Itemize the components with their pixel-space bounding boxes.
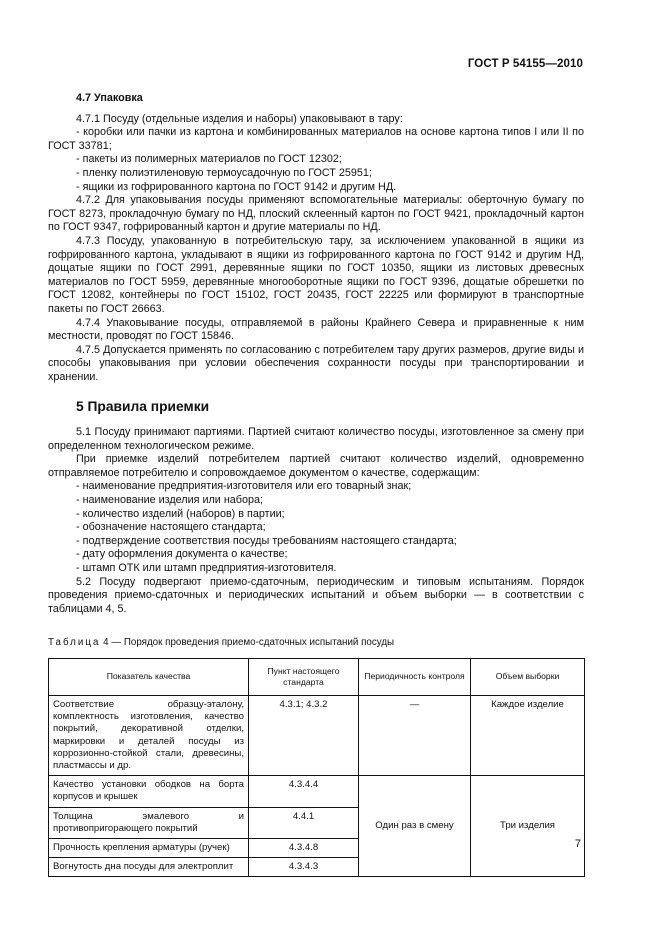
column-header: Показатель качества — [49, 658, 249, 695]
standard-header: ГОСТ Р 54155—2010 — [467, 58, 583, 70]
list-item: - дату оформления документа о качестве; — [76, 548, 288, 561]
clause-cell: 4.3.4.4 — [249, 776, 359, 807]
clause-cell: 4.3.4.3 — [249, 858, 359, 877]
merged-sample-cell: Три изделия — [471, 776, 585, 877]
paragraph-5-2: 5.2 Посуду подвергают приемо-сдаточным, периодическим и типовым испытаниям. Порядок проведения приемо-сдаточных и периодических испытаний и объем выборки — в соответствии с таблицами 4, 5. — [48, 575, 584, 615]
table-caption-label: Таблица — [48, 637, 101, 649]
paragraph-4-7-4: 4.7.4 Упаковывание посуды, отправляемой в районы Крайнего Севера и приравненные к ним местности, проводят по ГОСТ 15846. — [48, 316, 584, 343]
paragraph-4-7-5: 4.7.5 Допускается применять по согласованию с потребителем тару других размеров, другие виды и способы упаковывания при условии обеспечения сохранности посуды при транспортировании и хранении. — [48, 343, 584, 383]
section-5-title: 5 Правила приемки — [76, 399, 210, 415]
clause-cell: 4.3.1; 4.3.2 — [249, 695, 359, 775]
list-item: - наименование изделия или набора; — [76, 494, 263, 507]
indicator-cell: Качество установки ободков на борта корпусов и крышек — [49, 776, 249, 807]
list-item: - наименование предприятия-изготовителя или его товарный знак; — [76, 480, 412, 493]
indicator-cell: Вогнутость дна посуды для электроплит — [49, 858, 249, 877]
table-caption-text: 4 — Порядок проведения приемо-сдаточных испытаний посуды — [100, 637, 395, 649]
column-header: Пункт настоящего стандарта — [249, 658, 359, 695]
column-header: Объем выборки — [471, 658, 585, 695]
merged-period-cell: Один раз в смену — [359, 776, 471, 877]
sample-cell: Каждое изделие — [471, 695, 585, 775]
list-item: - штамп ОТК или штамп предприятия-изготовителя. — [76, 562, 337, 574]
table-row — [49, 776, 585, 807]
list-item: - подтверждение соответствия посуды требованиям настоящего стандарта; — [76, 534, 457, 547]
indicator-cell: Толщина эмалевого и противопригорающего покрытий — [49, 807, 249, 838]
paragraph-4-7-3: 4.7.3 Посуду, упакованную в потребительскую тару, за исключением упакованной в ящики из гофрированного картона, укладывают в ящики из гофрированного картона по ГОСТ 9142 и другим НД, дощатые ящики по ГОСТ 2991, деревянные ящики по ГОСТ 10350, ящики из листовых древесных материалов по ГОСТ 5959, деревянные многооборотные ящики по ГОСТ 9396, дощатые обрешетки по ГОСТ 12082, контейнеры по ГОСТ 15102, ГОСТ 20435, ГОСТ 22225 или формируют в транспортные пакеты по ГОСТ 26663. — [48, 234, 584, 315]
list-item: - коробки или пачки из картона и комбинированных материалов на основе картона типов I или II по ГОСТ 33781; — [48, 126, 584, 152]
clause-cell: 4.4.1 — [249, 807, 359, 838]
list-item: - пленку полиэтиленовую термоусадочную по ГОСТ 25951; — [76, 166, 372, 179]
list-item: - пакеты из полимерных материалов по ГОСТ 12302; — [76, 153, 342, 166]
list-item: - обозначение настоящего стандарта; — [76, 521, 266, 534]
table-row — [49, 695, 585, 775]
indicator-cell: Соответствие образцу-эталону, комплектность изготовления, качество покрытий, декоративной отделки, маркировки и деталей посуды из коррозионно-стойкой стали, древесины, пластмассы и др. — [49, 695, 249, 775]
paragraph-5-1-2: При приемке изделий потребителем партией считают количество изделий, одновременно отправляемое потребителю и сопровождаемое документом о качестве, содержащим: — [48, 453, 584, 479]
table-4 — [48, 658, 585, 877]
list-item: - количество изделий (наборов) в партии; — [76, 507, 285, 520]
page-number: 7 — [574, 838, 581, 850]
document-body — [48, 92, 584, 877]
column-header: Периодичность контроля — [359, 658, 471, 695]
paragraph-5-1: 5.1 Посуду принимают партиями. Партией считают количество посуды, изготовленное за смену при определенном технологическом режиме. — [48, 426, 584, 452]
list-item: - ящики из гофрированного картона по ГОСТ 9142 и другим НД. — [76, 180, 397, 193]
paragraph-4-7-1: 4.7.1 Посуду (отдельные изделия и наборы) упаковывают в тару: — [76, 112, 403, 125]
clause-cell: 4.3.4.8 — [249, 839, 359, 858]
indicator-cell: Прочность крепления арматуры (ручек) — [49, 839, 249, 858]
period-cell: — — [359, 695, 471, 775]
paragraph-4-7-2: 4.7.2 Для упаковывания посуды применяют вспомогательные материалы: оберточную бумагу по ГОСТ 8273, прокладочную бумагу по НД, плоский склеенный картон по ГОСТ 9421, прокладочный картон по ГОСТ 9347, гофрированный картон и другие материалы по НД. — [48, 194, 584, 234]
section-4-7-title: 4.7 Упаковка — [76, 92, 143, 104]
table-caption — [48, 636, 584, 650]
table-header-row — [49, 658, 585, 695]
